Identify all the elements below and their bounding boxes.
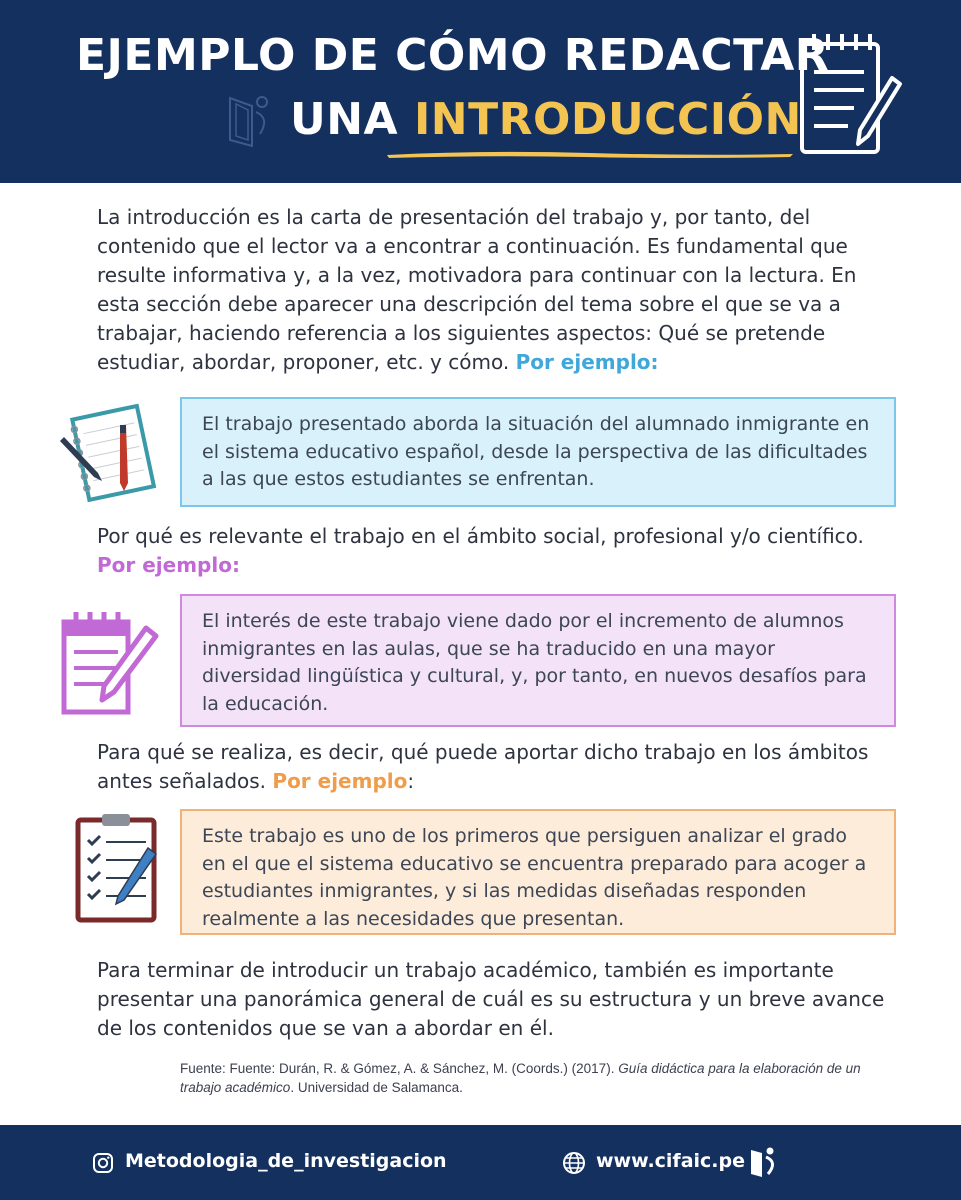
section-2-text: Por qué es relevante el trabajo en el ámbito social, profesional y/o científico. bbox=[97, 524, 864, 548]
example-3-text: Este trabajo es uno de los primeros que persiguen analizar el grado en el que el sistema educativo se encuentra preparado para acoger a estudiantes inmigrantes, y si las medidas diseñadas responden realmente a las necesidades que presentan. bbox=[202, 825, 867, 930]
title-plain: UNA bbox=[290, 94, 414, 145]
website-link[interactable]: www.cifaic.pe bbox=[596, 1150, 746, 1172]
title-accent: INTRODUCCIÓN bbox=[413, 94, 802, 145]
title-underline-decoration bbox=[385, 148, 795, 160]
example-1-text: El trabajo presentado aborda la situación del alumnado inmigrante en el sistema educativo español, desde la perspectiva de las dificultades a las que estos estudiantes se enfrentan. bbox=[202, 413, 870, 490]
source-title: Guía didáctica para la elaboración de un trabajo académico bbox=[180, 1061, 861, 1095]
page-title-line1: EJEMPLO DE CÓMO REDACTAR bbox=[76, 30, 830, 81]
instagram-icon bbox=[92, 1152, 114, 1174]
intro-paragraph bbox=[97, 203, 887, 377]
page-title-line2 bbox=[290, 94, 802, 145]
section-3-example-label: Por ejemplo bbox=[272, 769, 408, 793]
purple-notepad-icon bbox=[58, 608, 162, 718]
example-2-text: El interés de este trabajo viene dado por el incremento de alumnos inmigrantes en las aulas, que se ha traducido en una mayor diversidad lingüística y cultural, y, por tanto, en nuevos desafíos para la educación. bbox=[202, 610, 867, 715]
notebook-pencil-icon bbox=[58, 403, 158, 503]
source-citation bbox=[180, 1059, 880, 1097]
closing-paragraph: Para terminar de introducir un trabajo académico, también es importante presentar una panorámica general de cuál es su estructura y un breve avance de los contenidos que se van a abordar en él. bbox=[97, 958, 885, 1040]
example-box-1 bbox=[180, 397, 896, 507]
brand-logo-watermark-icon bbox=[212, 88, 282, 158]
clipboard-checklist-icon bbox=[74, 812, 162, 924]
intro-text: La introducción es la carta de presentación del trabajo y, por tanto, del contenido que el lector va a encontrar a continuación. Es fundamental que resulte informativa y, a la vez, motivadora para continuar con la lectura. En esta sección debe aparecer una descripción del tema sobre el que se va a trabajar, haciendo referencia a los siguientes aspectos: Qué se pretende estudiar, abordar, proponer, etc. y cómo. bbox=[97, 205, 857, 374]
example-box-2 bbox=[180, 594, 896, 727]
section-3-paragraph bbox=[97, 738, 887, 796]
source-suffix: . Universidad de Salamanca. bbox=[290, 1080, 463, 1095]
intro-example-label: Por ejemplo: bbox=[515, 350, 659, 374]
instagram-handle[interactable]: Metodologia_de_investigacion bbox=[125, 1150, 447, 1172]
section-2-paragraph bbox=[97, 522, 887, 580]
source-prefix: Fuente: Fuente: Durán, R. & Gómez, A. & Sánchez, M. (Coords.) (2017). bbox=[180, 1061, 615, 1076]
section-2-example-label: Por ejemplo: bbox=[97, 553, 240, 577]
example-box-3 bbox=[180, 809, 896, 935]
section-3-colon: : bbox=[407, 769, 415, 793]
section-3-text: Para qué se realiza, es decir, qué puede aportar dicho trabajo en los ámbitos antes señalados. bbox=[97, 740, 869, 793]
brand-logo-icon bbox=[748, 1144, 778, 1180]
globe-icon bbox=[562, 1151, 586, 1175]
notepad-pencil-icon bbox=[796, 28, 906, 158]
